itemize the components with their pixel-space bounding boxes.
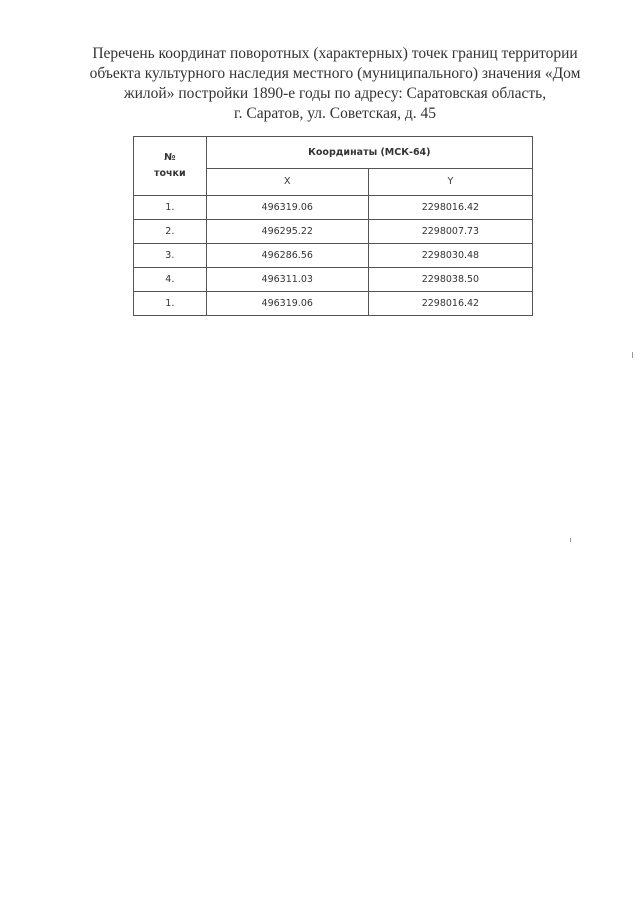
x-column-header: X (206, 168, 368, 195)
title-line: г. Саратов, ул. Советская, д. 45 (234, 105, 436, 122)
x-cell: 496319.06 (206, 292, 368, 316)
table-row (134, 292, 533, 316)
point-number-header-line2: точки (154, 168, 186, 179)
y-cell: 2298016.42 (368, 292, 532, 316)
x-cell: 496311.03 (206, 268, 368, 292)
point-number-cell: 4. (134, 268, 207, 292)
point-number-cell: 2. (134, 220, 207, 244)
table-row (134, 244, 533, 268)
coordinates-table (133, 136, 533, 316)
scan-speck (632, 352, 633, 358)
point-number-header-line1: № (164, 152, 176, 163)
title-line: жилой» постройки 1890-е годы по адресу: Саратовская область, (123, 85, 547, 102)
scan-speck (570, 538, 571, 542)
table-row (134, 196, 533, 220)
table-row (134, 220, 533, 244)
title-line: объекта культурного наследия местного (муниципального) значения «Дом (89, 65, 581, 82)
x-cell: 496286.56 (206, 244, 368, 268)
point-number-cell: 3. (134, 244, 207, 268)
y-column-header: Y (368, 168, 532, 195)
x-cell: 496319.06 (206, 196, 368, 220)
coordinates-group-header: Координаты (МСК-64) (206, 137, 532, 169)
y-cell: 2298016.42 (368, 196, 532, 220)
y-cell: 2298038.50 (368, 268, 532, 292)
title-line: Перечень координат поворотных (характерных) точек границ территории (92, 45, 578, 62)
x-cell: 496295.22 (206, 220, 368, 244)
point-number-header (134, 137, 207, 196)
point-number-cell: 1. (134, 292, 207, 316)
point-number-cell: 1. (134, 196, 207, 220)
y-cell: 2298007.73 (368, 220, 532, 244)
document-title (70, 44, 600, 124)
table-row (134, 268, 533, 292)
y-cell: 2298030.48 (368, 244, 532, 268)
